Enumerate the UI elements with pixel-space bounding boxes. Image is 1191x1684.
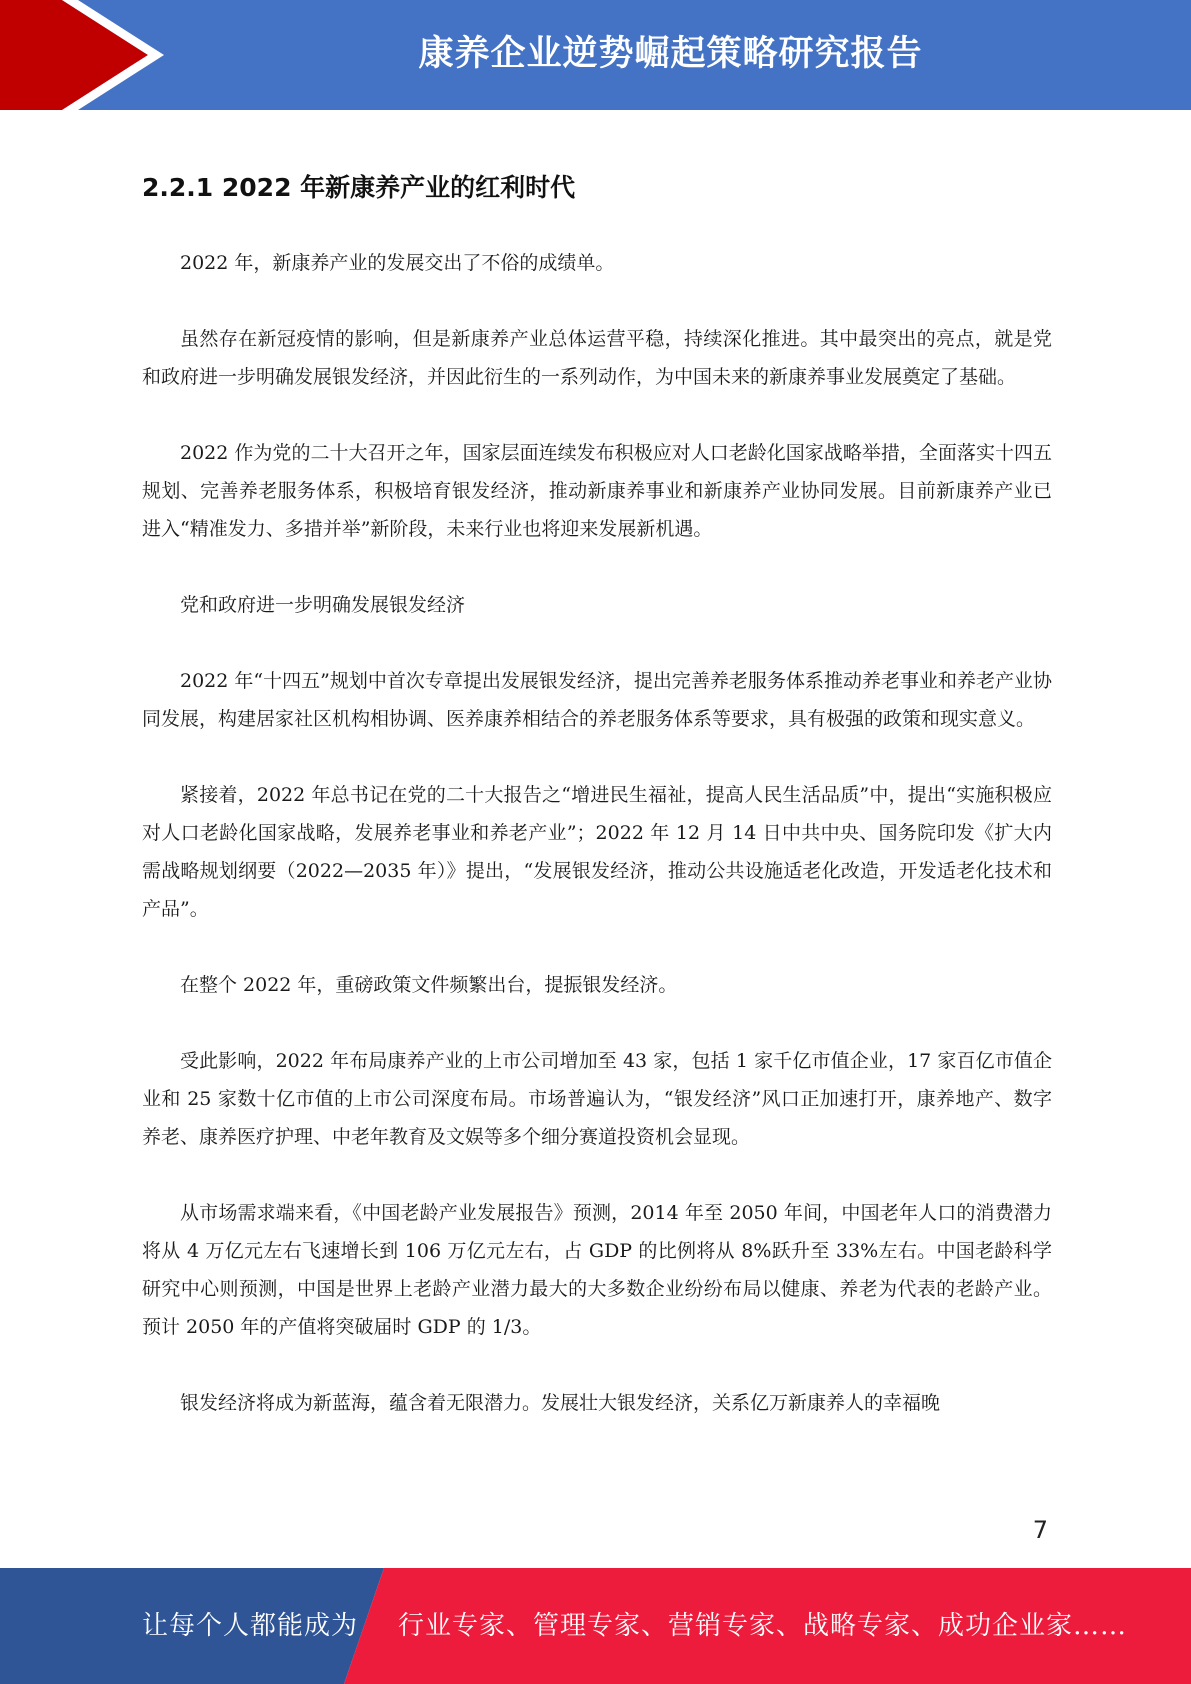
paragraph: 虽然存在新冠疫情的影响，但是新康养产业总体运营平稳，持续深化推进。其中最突出的亮点，就是党和政府进一步明确发展银发经济，并因此衍生的一系列动作，为中国未来的新康养事业发展奠定了基础。 [142,328,1052,388]
paragraph: 党和政府进一步明确发展银发经济 [180,594,466,616]
page-number: 7 [1032,1516,1048,1544]
paragraph: 紧接着，2022 年总书记在党的二十大报告之“增进民生福祉，提高人民生活品质”中，提出“实施积极应对人口老龄化国家战略，发展养老事业和养老产业”；2022 年 12 月 14 日中共中央、国务院印发《扩大内需战略规划纲要（2022—2035 年）》提出，“发展银发经济，推动公共设施适老化改造，开发适老化技术和产品”。 [142,784,1052,920]
paragraph: 在整个 2022 年，重磅政策文件频繁出台，提振银发经济。 [180,974,678,996]
paragraph: 从市场需求端来看，《中国老龄产业发展报告》预测，2014 年至 2050 年间，中国老年人口的消费潜力将从 4 万亿元左右飞速增长到 106 万亿元左右，占 GDP 的比例将从 8%跃升至 33%左右。中国老龄科学研究中心则预测，中国是世界上老龄产业潜力最大的大多数企业纷纷布局以健康、养老为代表的老龄产业。预计 2050 年的产值将突破届时 GDP 的 1/3。 [142,1202,1052,1338]
body-text [142,244,1052,1422]
paragraph: 2022 作为党的二十大召开之年，国家层面连续发布积极应对人口老龄化国家战略举措，全面落实十四五规划、完善养老服务体系，积极培育银发经济，推动新康养事业和新康养产业协同发展。目前新康养产业已进入“精准发力、多措并举”新阶段，未来行业也将迎来发展新机遇。 [142,442,1052,540]
footer-slogan-left: 让每个人都能成为 [142,1611,359,1641]
main-content [142,168,1052,1460]
paragraph: 2022 年“十四五”规划中首次专章提出发展银发经济，提出完善养老服务体系推动养老事业和养老产业协同发展，构建居家社区机构相协调、医养康养相结合的养老服务体系等要求，具有极强的政策和现实意义。 [142,670,1052,730]
page-header [0,0,1191,110]
paragraph: 银发经济将成为新蓝海，蕴含着无限潜力。发展壮大银发经济，关系亿万新康养人的幸福晚 [180,1392,941,1414]
paragraph: 受此影响，2022 年布局康养产业的上市公司增加至 43 家，包括 1 家千亿市值企业，17 家百亿市值企业和 25 家数十亿市值的上市公司深度布局。市场普遍认为，“银发经济”风口正加速打开，康养地产、数字养老、康养医疗护理、中老年教育及文娱等多个细分赛道投资机会显现。 [142,1050,1052,1148]
report-title: 康养企业逆势崛起策略研究报告 [418,34,923,74]
paragraph: 2022 年，新康养产业的发展交出了不俗的成绩单。 [180,252,615,274]
footer-slogan-right: 行业专家、管理专家、营销专家、战略专家、成功企业家…… [398,1611,1128,1641]
page-footer [0,1568,1191,1684]
section-heading: 2.2.1 2022 年新康养产业的红利时代 [142,173,576,202]
